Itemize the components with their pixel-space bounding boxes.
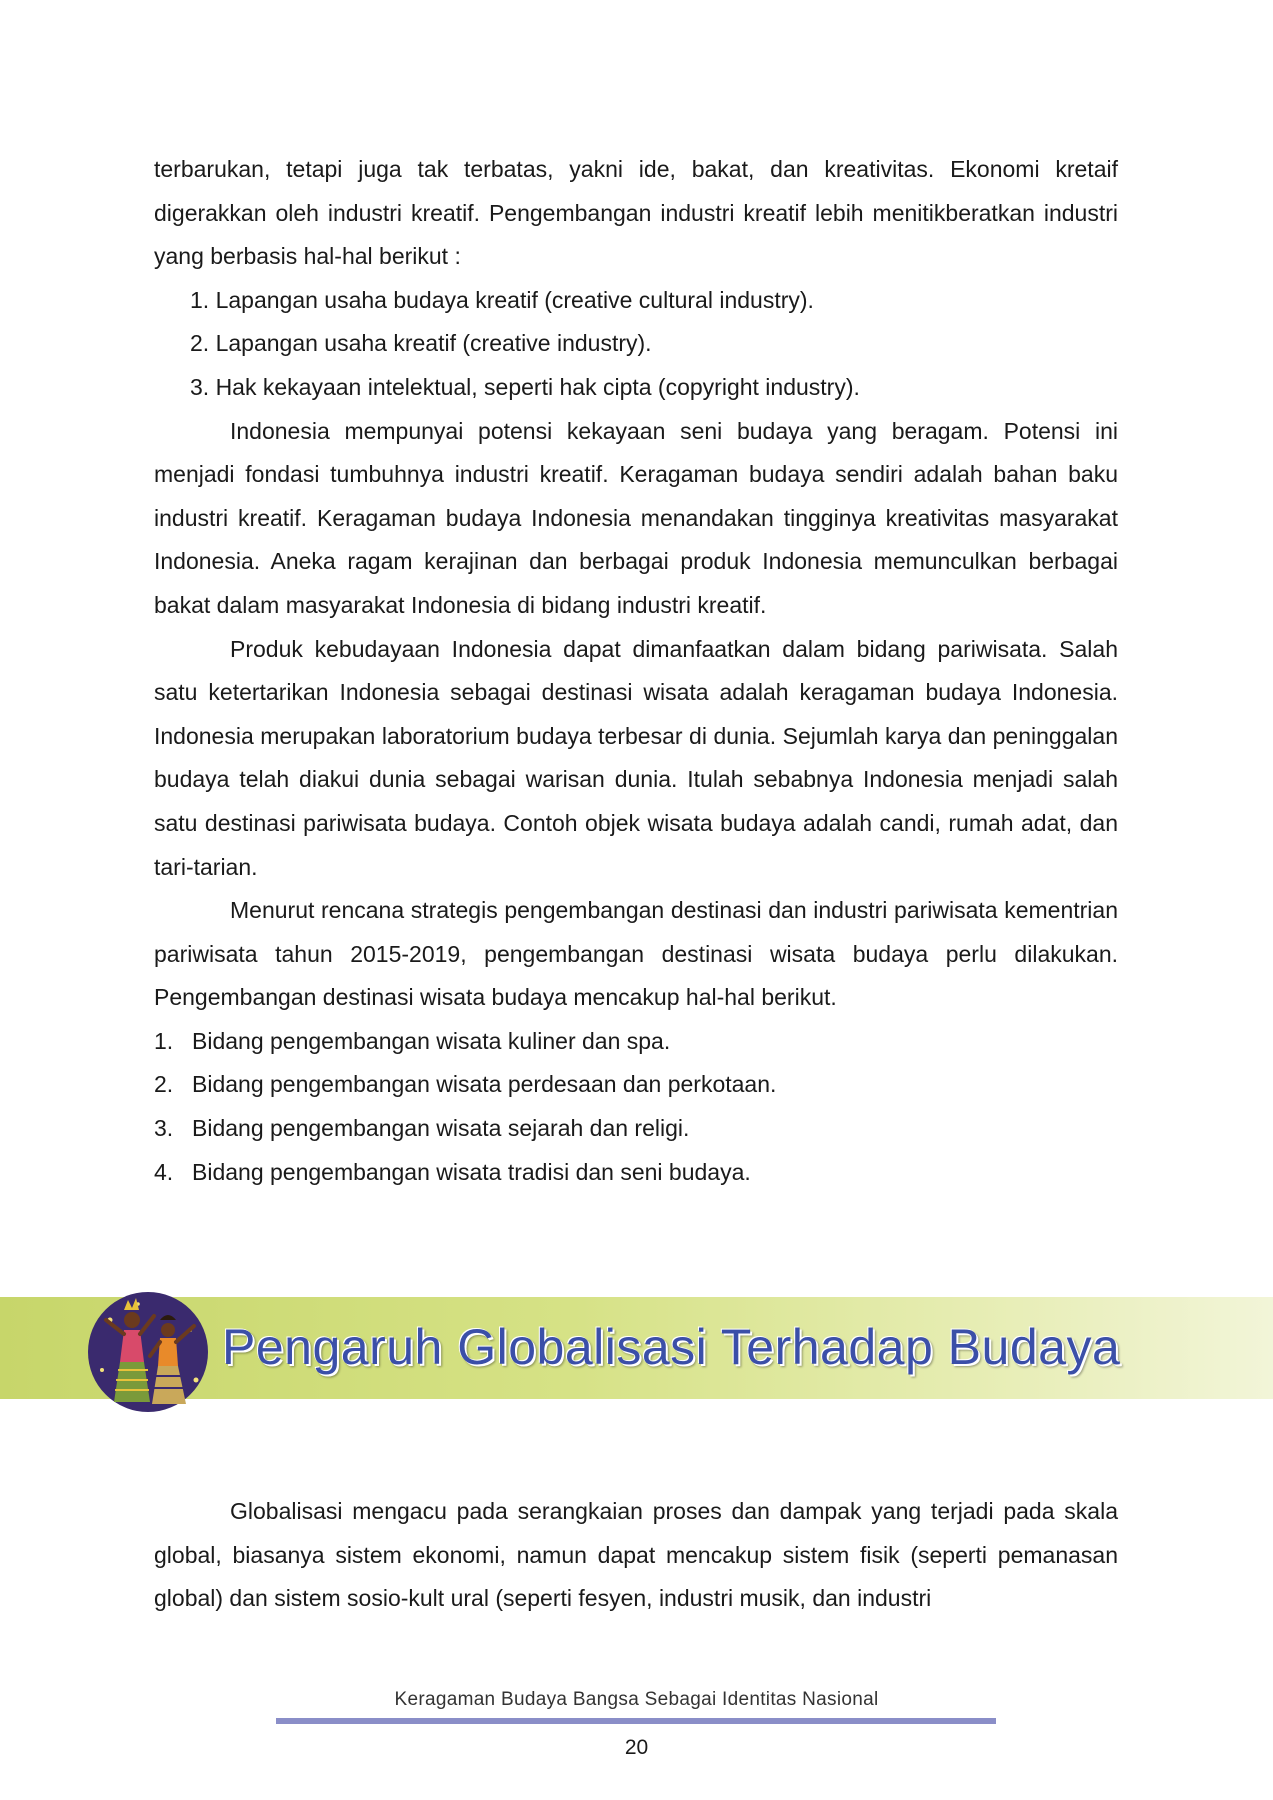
list-number: 3.	[154, 1115, 174, 1142]
rencana-paragraph: Menurut rencana strategis pengembangan destinasi dan industri pariwisata kementrian pariwisata tahun 2015-2019, pengembangan destinasi wisata budaya perlu dilakukan. Pengembangan destinasi wisata budaya mencakup hal-hal berikut.	[154, 897, 1118, 1011]
list-text: Bidang pengembangan wisata tradisi dan seni budaya.	[192, 1158, 751, 1185]
list-number: 1.	[154, 1027, 174, 1054]
list-item: 2. Lapangan usaha kreatif (creative industry).	[190, 330, 652, 357]
list-text: Bidang pengembangan wisata perdesaan dan perkotaan.	[192, 1071, 777, 1098]
list-number: 2.	[154, 1071, 174, 1098]
pariwisata-paragraph: Produk kebudayaan Indonesia dapat dimanfaatkan dalam bidang pariwisata. Salah satu ketertarikan Indonesia sebagai destinasi wisata adalah keragaman budaya Indonesia. Indonesia merupakan laboratorium budaya terbesar di dunia. Sejumlah karya dan peninggalan budaya telah diakui dunia sebagai warisan dunia. Itulah sebabnya Indonesia menjadi salah satu destinasi pariwisata budaya. Contoh objek wisata budaya adalah candi, rumah adat, dan tari-tarian.	[154, 635, 1118, 880]
section-body	[154, 1490, 1118, 1621]
list-item: 1. Lapangan usaha budaya kreatif (creative cultural industry).	[190, 286, 814, 313]
list-item	[154, 1151, 1118, 1195]
list-text: Bidang pengembangan wisata kuliner dan spa.	[192, 1027, 671, 1054]
footer-divider	[276, 1718, 996, 1724]
list-text: Bidang pengembangan wisata sejarah dan religi.	[192, 1115, 690, 1142]
destination-list	[154, 1020, 1118, 1194]
body-text	[154, 148, 1118, 1194]
dancers-illustration-icon	[80, 1270, 216, 1418]
globalisasi-paragraph: Globalisasi mengacu pada serangkaian proses dan dampak yang terjadi pada skala global, biasanya sistem ekonomi, namun dapat mencakup sistem fisik (seperti pemanasan global) dan sistem sosio-kult ural (seperti fesyen, industri musik, dan industri	[154, 1498, 1118, 1612]
section-title: Pengaruh Globalisasi Terhadap Budaya	[222, 1319, 1121, 1375]
list-item	[154, 1063, 1118, 1107]
intro-paragraph: terbarukan, tetapi juga tak terbatas, yakni ide, bakat, dan kreativitas. Ekonomi kretaif digerakkan oleh industri kreatif. Pengembangan industri kreatif lebih menitikberatkan industri yang berbasis hal-hal berikut :	[154, 156, 1118, 270]
list-item	[154, 1020, 1118, 1064]
industry-list	[154, 279, 1118, 410]
footer-book-title: Keragaman Budaya Bangsa Sebagai Identitas Nasional	[394, 1689, 879, 1710]
list-item	[154, 1107, 1118, 1151]
potensi-paragraph: Indonesia mempunyai potensi kekayaan seni budaya yang beragam. Potensi ini menjadi fondasi tumbuhnya industri kreatif. Keragaman budaya sendiri adalah bahan baku industri kreatif. Keragaman budaya Indonesia menandakan tingginya kreativitas masyarakat Indonesia. Aneka ragam kerajinan dan berbagai produk Indonesia memunculkan berbagai bakat dalam masyarakat Indonesia di bidang industri kreatif.	[154, 417, 1118, 618]
list-item: 3. Hak kekayaan intelektual, seperti hak cipta (copyright industry).	[190, 373, 860, 400]
page-number: 20	[624, 1736, 649, 1759]
list-number: 4.	[154, 1158, 174, 1185]
